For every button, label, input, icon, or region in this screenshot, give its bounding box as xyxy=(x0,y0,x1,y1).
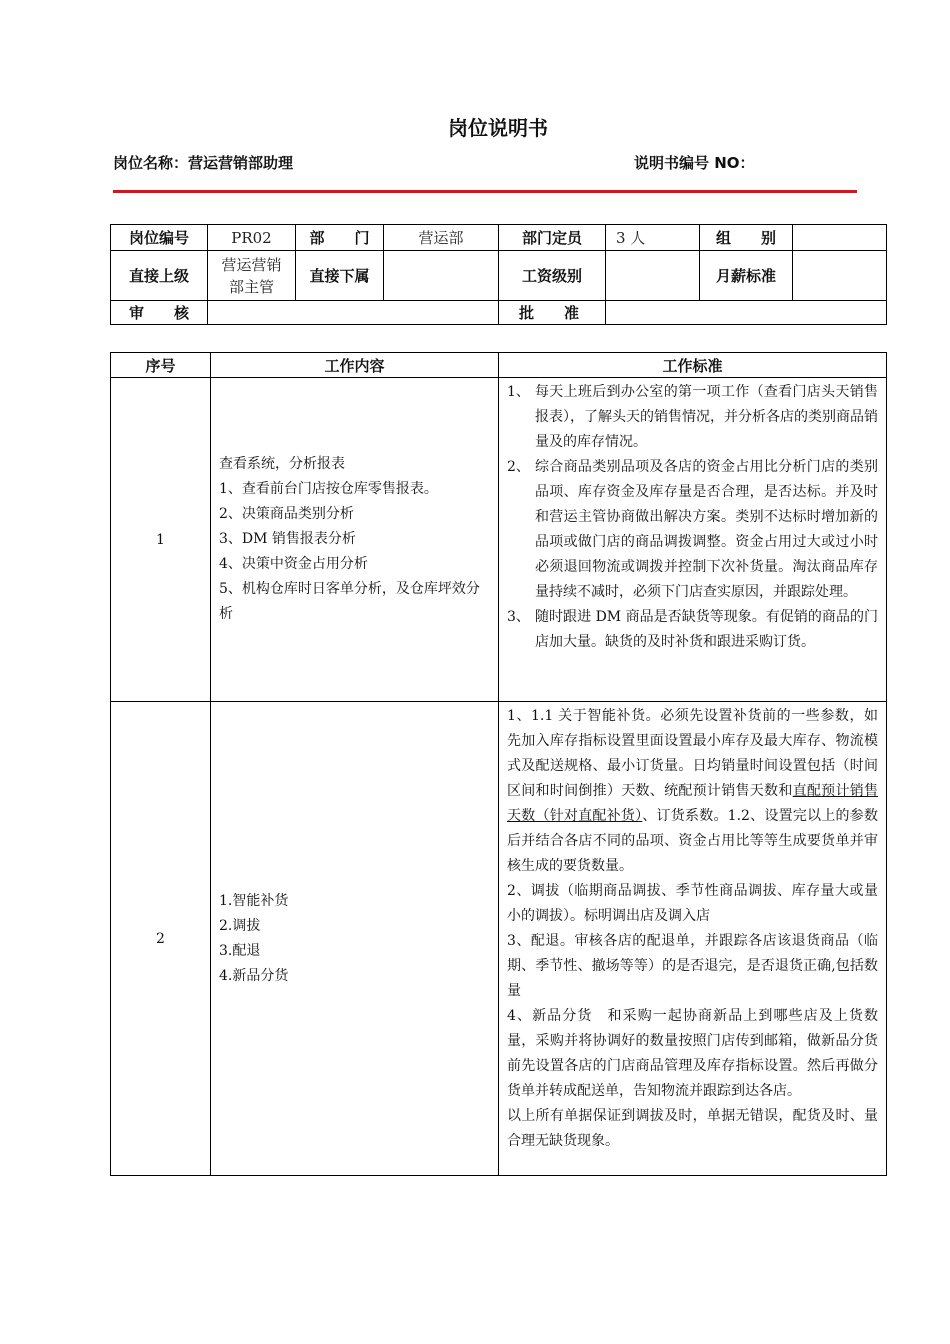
table-row xyxy=(111,702,887,1176)
standard-paragraph: 以上所有单据保证到调拔及时，单据无错误，配货及时、量合理无缺货现象。 xyxy=(507,1108,878,1149)
code-label: 岗位编号 xyxy=(111,225,208,251)
content-line: 1、查看前台门店按仓库零售报表。 xyxy=(219,481,438,497)
standard-header: 工作标准 xyxy=(499,353,887,378)
info-row xyxy=(111,225,887,251)
superior-value-line: 部主管 xyxy=(228,277,274,296)
content-header: 工作内容 xyxy=(211,353,499,378)
standard-item-text: 综合商品类别品项及各店的资金占用比分析门店的类别品项、库存资金及库存量是否合理，是否达标。并及时和营运主管协商做出解决方案。类别不达标时增加新的品项或做门店的商品调拨调整。资金占用过大或过小时必须退回物流或调拨并控制下次补货量。淘汰商品库存量持续不减时，必须下门店查实原因，并跟踪处理。 xyxy=(535,459,878,600)
content-line: 查看系统，分析报表 xyxy=(219,456,345,472)
info-row xyxy=(111,301,887,325)
headcount-value: 3 人 xyxy=(606,225,700,251)
content-line: 2、决策商品类别分析 xyxy=(219,506,354,522)
group-value xyxy=(793,225,887,251)
content-line: 3、DM 销售报表分析 xyxy=(219,531,356,547)
content-line: 2.调拔 xyxy=(219,917,261,934)
dept-label: 部 门 xyxy=(296,225,384,251)
info-table xyxy=(110,224,887,325)
superior-value xyxy=(208,251,296,301)
underlined-text: 直配预计销售天数（针对直配补货） xyxy=(507,783,879,824)
standard-paragraph: 2、调拔（临期商品调拔、季节性商品调拔、库存量大或量小的调拔）。标明调出店及调入店 xyxy=(507,883,878,924)
table-row xyxy=(111,378,887,702)
standard-item-number: 3、 xyxy=(507,609,530,625)
info-row xyxy=(111,251,887,301)
position-name: 岗位名称：营运营销部助理 xyxy=(113,154,294,172)
work-table-header xyxy=(111,353,887,378)
work-table xyxy=(110,352,887,1176)
header-divider xyxy=(113,190,857,193)
seq-header: 序号 xyxy=(111,353,211,378)
content-line: 3.配退 xyxy=(219,942,261,959)
standard-item-text: 每天上班后到办公室的第一项工作（查看门店头天销售报表），了解头天的销售情况，并分析各店的类别商品销量及的库存情况。 xyxy=(535,384,878,450)
content-line: 5、机构仓库时日客单分析，及仓库坪效分析 xyxy=(219,581,480,622)
standard-paragraph xyxy=(507,704,878,879)
monthly-salary-label: 月薪标准 xyxy=(700,251,793,301)
salary-grade-value xyxy=(606,251,700,301)
document-number: 说明书编号 NO： xyxy=(634,154,755,172)
review-label: 审 核 xyxy=(111,301,208,325)
row-seq: 1 xyxy=(111,378,211,702)
row-standard xyxy=(499,378,887,702)
page-title: 岗位说明书 xyxy=(448,116,548,140)
standard-item xyxy=(507,455,878,605)
standard-item-text: 随时跟进 DM 商品是否缺货等现象。有促销的商品的门店加大量。缺货的及时补货和跟进采购订货。 xyxy=(535,609,878,650)
salary-grade-label: 工资级别 xyxy=(499,251,606,301)
standard-paragraph: 3、配退。审核各店的配退单，并跟踪各店该退货商品（临期、季节性、撤场等等）的是否退完，是否退货正确,包括数量 xyxy=(507,933,878,999)
row-content xyxy=(211,702,499,1176)
content-line: 4、决策中资金占用分析 xyxy=(219,556,368,572)
headcount-label: 部门定员 xyxy=(499,225,606,251)
code-value: PR02 xyxy=(208,225,296,251)
row-content xyxy=(211,378,499,702)
standard-text: 1、1.1 关于智能补货。必须先设置补货前的一些参数，如先加入库存指标设置里面设置最小库存及最大库存、物流模式及配送规格、最小订货量。日均销量时间设置包括（时间区间和时间倒推）天数、统配预计销售天数和 xyxy=(507,708,878,799)
subordinate-label: 直接下属 xyxy=(296,251,384,301)
superior-label: 直接上级 xyxy=(111,251,208,301)
content-line: 1.智能补货 xyxy=(219,892,289,909)
approve-label: 批 准 xyxy=(499,301,606,325)
standard-item-number: 1、 xyxy=(507,384,530,400)
standard-text: 、订货系数。1.2、设置完以上的参数后并结合各店不同的品项、资金占用比等等生成要货单并审核生成的要货数量。 xyxy=(507,808,879,874)
monthly-salary-value xyxy=(793,251,887,301)
content-line: 4.新品分货 xyxy=(219,967,289,984)
standard-item xyxy=(507,605,878,655)
dept-value: 营运部 xyxy=(384,225,499,251)
group-label: 组 别 xyxy=(700,225,793,251)
standard-paragraph: 4、新品分货 和采购一起协商新品上到哪些店及上货数量，采购并将协调好的数量按照门店传到邮箱，做新品分货前先设置各店的门店商品管理及库存指标设置。然后再做分货单并转成配送单，告知物流并跟踪到达各店。 xyxy=(507,1008,878,1099)
standard-item xyxy=(507,380,878,455)
standard-item-number: 2、 xyxy=(507,459,530,475)
subordinate-value xyxy=(384,251,499,301)
row-seq: 2 xyxy=(111,702,211,1176)
review-value xyxy=(208,301,499,325)
superior-value-line: 营运营销 xyxy=(221,255,282,274)
approve-value xyxy=(606,301,887,325)
row-standard xyxy=(499,702,887,1176)
